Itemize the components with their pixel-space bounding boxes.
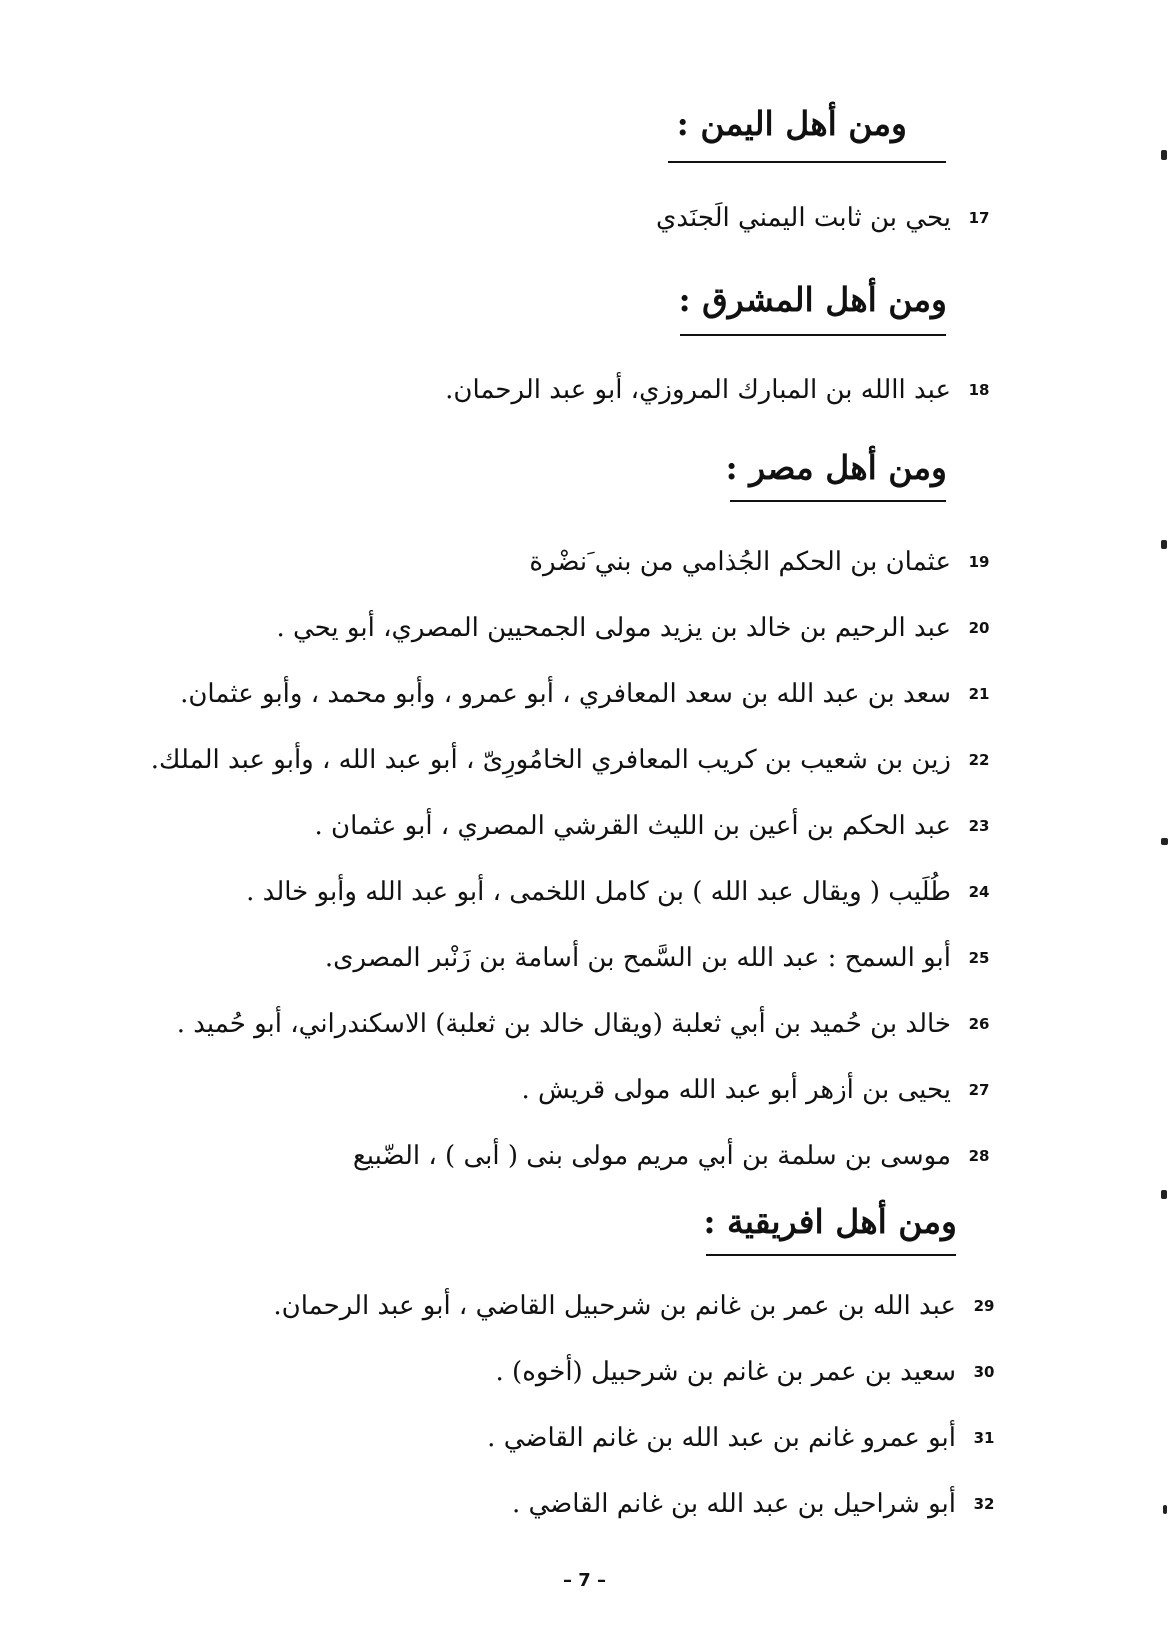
list-item bbox=[179, 608, 999, 648]
entry-text: أبو عمرو غانم بن عبد الله بن غانم القاضي . bbox=[487, 1423, 956, 1453]
heading-underline bbox=[680, 334, 946, 336]
entry-number: 17 bbox=[968, 209, 990, 227]
page-number: – 7 – bbox=[562, 1570, 607, 1591]
scan-mark bbox=[1163, 1505, 1167, 1514]
entry-text: خالد بن حُميد بن أبي ثعلبة (ويقال خالد بن ثعلبة) الاسكندراني، أبو حُميد . bbox=[176, 1009, 951, 1039]
entry-number: 30 bbox=[973, 1363, 995, 1381]
entry-text: عبد االله بن المبارك المروزي، أبو عبد الرحمان. bbox=[445, 375, 951, 405]
entry-text: أبو السمح : عبد الله بن السَّمح بن أسامة بن زَنْبر المصرى. bbox=[324, 943, 951, 973]
list-item bbox=[179, 1136, 999, 1176]
entry-number: 21 bbox=[968, 685, 990, 703]
entry-text: عبد الحكم بن أعين بن الليث القرشي المصري ، أبو عثمان . bbox=[314, 811, 951, 841]
list-item bbox=[179, 806, 999, 846]
scan-mark bbox=[1161, 540, 1167, 549]
entry-text: يحيى بن أزهر أبو عبد الله مولى قريش . bbox=[521, 1075, 951, 1105]
entry-number: 31 bbox=[973, 1429, 995, 1447]
entry-text: سعيد بن عمر بن غانم بن شرحبيل (أخوه) . bbox=[495, 1357, 956, 1387]
entry-number: 24 bbox=[968, 883, 990, 901]
entry-number: 19 bbox=[968, 553, 990, 571]
entry-text: يحي بن ثابت اليمني الَجنَدي bbox=[655, 203, 951, 233]
list-item bbox=[184, 1352, 1004, 1392]
heading-underline bbox=[668, 161, 946, 163]
entry-text: سعد بن عبد الله بن سعد المعافري ، أبو عمرو ، وأبو محمد ، وأبو عثمان. bbox=[180, 679, 951, 709]
entry-number: 32 bbox=[973, 1495, 995, 1513]
list-item bbox=[184, 1286, 1004, 1326]
list-item bbox=[179, 370, 999, 410]
section-heading-egypt: ومن أهل مصر : bbox=[725, 448, 947, 487]
section-heading-yemen: ومن أهل اليمن : bbox=[676, 104, 907, 143]
list-item bbox=[179, 542, 999, 582]
scan-mark bbox=[1161, 1190, 1167, 1199]
heading-underline bbox=[706, 1254, 956, 1256]
list-item bbox=[184, 1418, 1004, 1458]
list-item bbox=[179, 1070, 999, 1110]
heading-underline bbox=[730, 500, 946, 502]
entry-number: 23 bbox=[968, 817, 990, 835]
list-item bbox=[184, 1484, 1004, 1524]
list-item bbox=[150, 740, 999, 780]
entry-text: عبد الرحيم بن خالد بن يزيد مولى الجمحيين المصري، أبو يحي . bbox=[276, 613, 951, 643]
entry-number: 26 bbox=[968, 1015, 990, 1033]
entry-text: طُلَيب ( ويقال عبد الله ) بن كامل اللخمى ، أبو عبد الله وأبو خالد . bbox=[246, 877, 951, 907]
section-heading-mashriq: ومن أهل المشرق : bbox=[678, 280, 947, 319]
entry-number: 27 bbox=[968, 1081, 990, 1099]
entry-number: 29 bbox=[973, 1297, 995, 1315]
entry-number: 18 bbox=[968, 381, 990, 399]
entry-number: 25 bbox=[968, 949, 990, 967]
entry-text: أبو شراحيل بن عبد الله بن غانم القاضي . bbox=[511, 1489, 956, 1519]
entry-text: عبد الله بن عمر بن غانم بن شرحبيل القاضي ، أبو عبد الرحمان. bbox=[273, 1291, 956, 1321]
list-item bbox=[176, 1004, 999, 1044]
list-item bbox=[179, 938, 999, 978]
section-heading-ifriqiya: ومن أهل افريقية : bbox=[703, 1202, 957, 1241]
entry-text: عثمان بن الحكم الجُذامي من بني َنضْرة bbox=[529, 547, 951, 577]
entry-number: 22 bbox=[968, 751, 990, 769]
scan-mark bbox=[1161, 838, 1168, 845]
list-item bbox=[179, 674, 999, 714]
list-item bbox=[179, 872, 999, 912]
entry-number: 28 bbox=[968, 1147, 990, 1165]
entry-text: زين بن شعيب بن كريب المعافري الخامُورِىّ ، أبو عبد الله ، وأبو عبد الملك. bbox=[150, 745, 951, 775]
list-item bbox=[179, 198, 999, 238]
entry-number: 20 bbox=[968, 619, 990, 637]
entry-text: موسى بن سلمة بن أبي مريم مولى بنى ( أبى ) ، الضّبيع bbox=[352, 1141, 951, 1171]
scan-mark bbox=[1161, 150, 1167, 160]
